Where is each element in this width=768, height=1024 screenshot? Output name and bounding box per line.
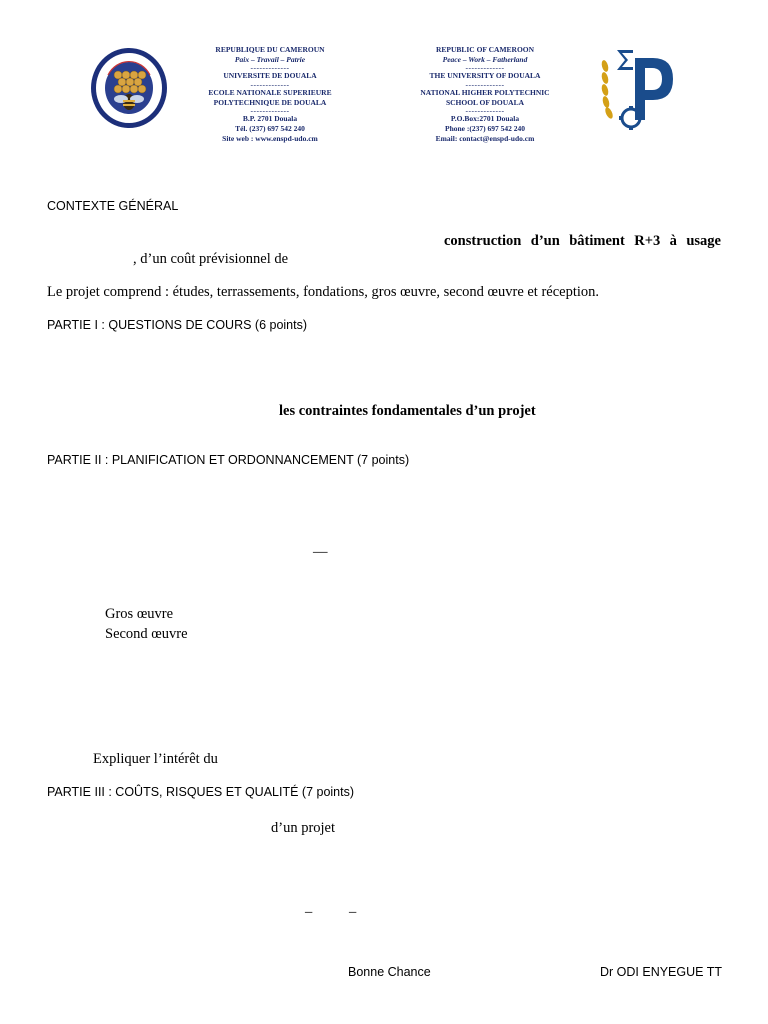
expliquer-text: Expliquer l’intérêt du	[93, 751, 218, 767]
header-left-line: B.P. 2701 Douala	[242, 114, 298, 124]
header-left-line: POLYTECHNIQUE DE DOUALA	[213, 97, 327, 107]
header-left-line: UNIVERSITE DE DOUALA	[223, 71, 317, 81]
header-right-line: -------------	[465, 79, 505, 89]
enspd-logo	[597, 46, 677, 132]
header-right-line: REPUBLIC OF CAMEROON	[435, 45, 535, 54]
dash-mark: —	[313, 544, 328, 560]
header-right-line: Phone :(237) 697 542 240	[445, 124, 525, 134]
bonne-chance-text: Bonne Chance	[348, 965, 431, 979]
header-left-line: -------------	[250, 106, 290, 116]
second-oeuvre-item: Second œuvre	[105, 626, 188, 642]
partie-3-heading: PARTIE III : COÛTS, RISQUES ET QUALITÉ (7 points)	[47, 785, 355, 799]
signature-text: Dr ODI ENYEGUE TT	[600, 965, 723, 979]
header-right-line: Email: contact@enspd-udo.cm	[435, 134, 535, 144]
header-right-line: Peace – Work – Fatherland	[442, 55, 528, 65]
header-left-line: Tél. (237) 697 542 240	[235, 124, 305, 134]
section-contexte: CONTEXTE GÉNÉRAL	[47, 199, 179, 213]
partie-2-heading: PARTIE II : PLANIFICATION ET ORDONNANCEMENT (7 points)	[47, 453, 410, 467]
header-left-line: -------------	[250, 63, 290, 73]
header-left-line: Paix – Travail – Patrie	[234, 55, 306, 65]
header-right-line: -------------	[465, 63, 505, 73]
header-right-line: -------------	[465, 106, 505, 116]
header-right-line: P.O.Box:2701 Douala	[450, 114, 520, 124]
dash-mark: –	[349, 904, 357, 920]
projet-comprend-text: Le projet comprend : études, terrassements, fondations, gros œuvre, second œuvre et réception.	[47, 284, 600, 300]
header-left-line: Site web : www.enspd-udo.cm	[222, 134, 318, 144]
dash-mark: –	[305, 904, 313, 920]
partie-1-heading: PARTIE I : QUESTIONS DE COURS (6 points)	[47, 318, 308, 332]
gros-oeuvre-item: Gros œuvre	[105, 606, 174, 622]
header-right-line: NATIONAL HIGHER POLYTECHNIC	[420, 87, 550, 97]
construction-text: construction d’un bâtiment R+3 à usage	[444, 233, 721, 249]
cout-text: , d’un coût prévisionnel de	[133, 251, 289, 267]
header-left-line: -------------	[250, 79, 290, 89]
header-right-line: THE UNIVERSITY OF DOUALA	[429, 71, 541, 81]
university-of-douala-logo	[88, 45, 170, 133]
header-right-block	[414, 45, 556, 145]
header-right-line: SCHOOL OF DOUALA	[445, 97, 525, 107]
header-left-block	[200, 45, 340, 145]
contraintes-text: les contraintes fondamentales d’un projet	[279, 403, 536, 419]
dun-projet-text: d’un projet	[271, 820, 336, 836]
header-left-line: ECOLE NATIONALE SUPERIEURE	[208, 87, 332, 97]
header-left-line: REPUBLIQUE DU CAMEROUN	[215, 45, 325, 54]
